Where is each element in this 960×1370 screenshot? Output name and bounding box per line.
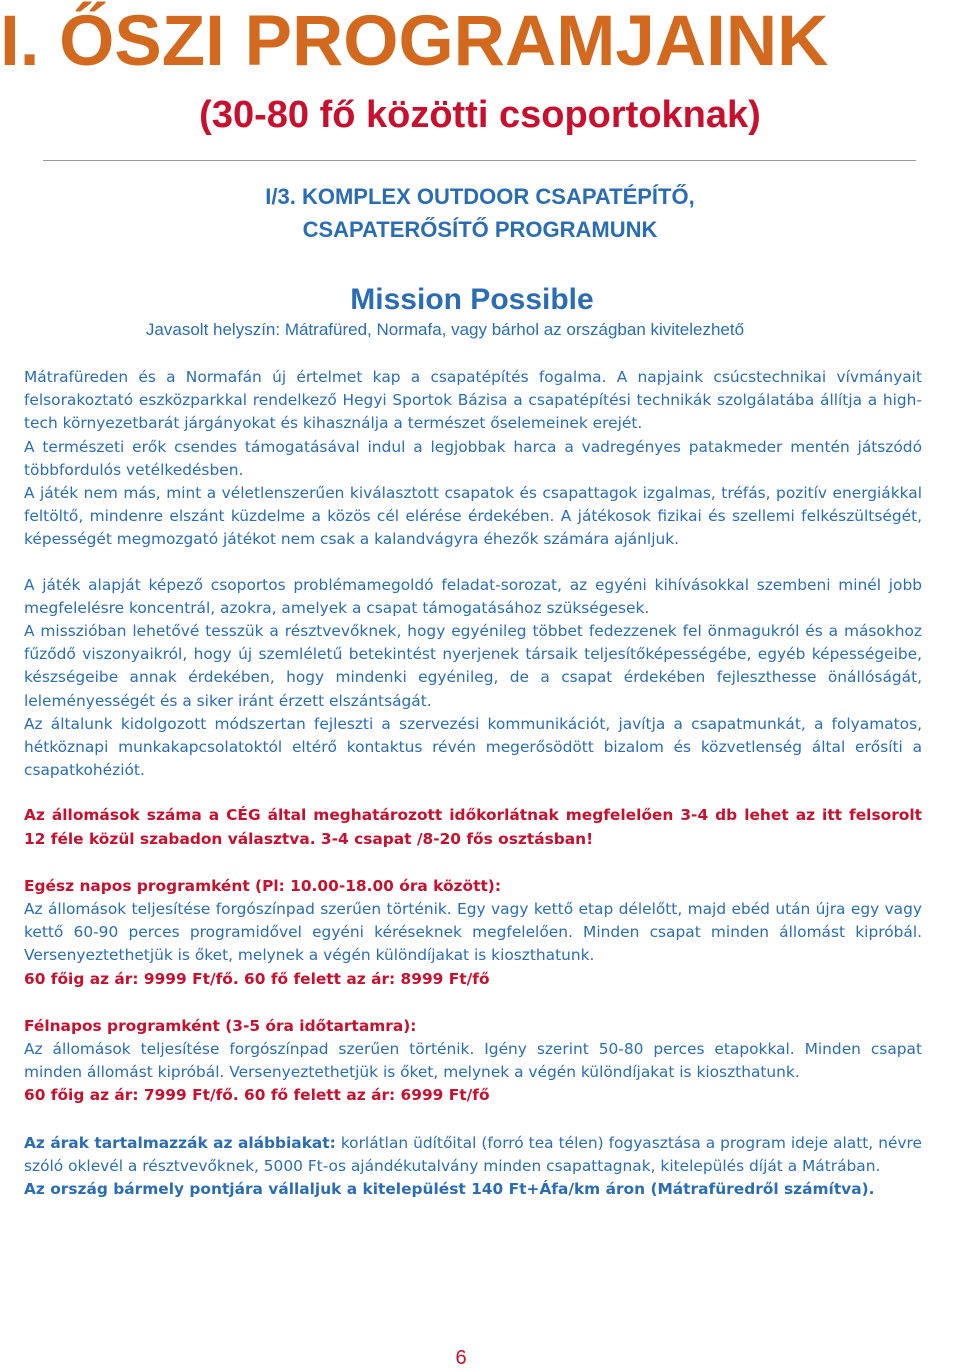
- section-title-line-1: I/3. KOMPLEX OUTDOOR CSAPATÉPÍTŐ,: [265, 184, 695, 209]
- page-title: I. ŐSZI PROGRAMJAINK: [0, 2, 829, 81]
- section-title: [0, 180, 960, 246]
- paragraph-method: Az általunk kidolgozott módszertan fejleszti a szervezési kommunikációt, javítja a csapatmunkát, a folyamatos, hétköznapi munkakapcsolatoktól eltérő kontaktus révén megerősödött bizalom és közvetlenség által erősíti a csapatkohéziót.: [24, 714, 922, 780]
- full-day-price: 60 főig az ár: 9999 Ft/fő. 60 fő felett az ár: 8999 Ft/fő: [24, 969, 490, 988]
- stations-notice: Az állomások száma a CÉG által meghatározott időkorlátnak megfelelően 3-4 db lehet az itt felsorolt 12 féle közül szabadon választva. 3-4 csapat /8-20 fős osztásban!: [24, 806, 922, 848]
- includes-label: Az árak tartalmazzák az alábbiakat:: [24, 1133, 336, 1152]
- divider: [43, 160, 916, 161]
- paragraph-intro: Mátrafüreden és a Normafán új értelmet kap a csapatépítés fogalma. A napjaink csúcstechnikai vívmányait felsorakoztató eszközparkkal rendelkező Hegyi Sportok Bázisa a csapatépítési technikák szolgálatába állítja a high-tech környezetbarát járgányokat és kihasználja a természet őselemeinek erejét.: [24, 368, 922, 433]
- paragraph-mission: A misszióban lehetővé tesszük a résztvevőknek, hogy egyénileg többet fedezzenek fel önmagukról és a másokhoz fűződő viszonyaikról, hogy új szemléletű betekintést nyerjenek társaik teljesítőképességébe, egyéb képességeibe, készségeibe annak érdekében, hogy mindenki egyénileg, de a csapat érdekében fejleszthesse önállóságát, leleményességét és a siker iránt érzett elszántságát.: [24, 622, 922, 710]
- paragraph-game: A játék nem más, mint a véletlenszerűen kiválasztott csapatok és csapattagok izgalmas, tréfás, pozitív energiákkal feltöltő, mindenre elszánt küzdelme a közös cél elérése érdekében. A játékosok fizikai és szellemi felkészültségét, képességét megmozgató játékot nem csak a kalandvágyra éhezők számára ajánljuk.: [24, 484, 922, 549]
- travel-notice: Az ország bármely pontjára vállaljuk a kitelepülést 140 Ft+Áfa/km áron (Mátrafüredről számítva).: [24, 1180, 875, 1199]
- includes-paragraph: [24, 1132, 922, 1178]
- full-day-text: Az állomások teljesítése forgószínpad szerűen történik. Egy vagy kettő etap délelőtt, majd ebéd után újra egy vagy kettő 60-90 perces programidővel egyéni kéréseknek megfelelően. Minden csapat minden állomást kipróbál. Versenyeztethetjük is őket, melynek a végén különdíjakat is kioszthatunk.: [24, 900, 922, 965]
- half-day-heading: Félnapos programként (3-5 óra időtartamra):: [24, 1016, 417, 1035]
- includes-text: korlátlan üdítőital (forró tea télen) fogyasztása a program ideje alatt, névre szóló oklevél a résztvevőknek, 5000 Ft-os ajándékutalvány minden csapattagnak, kitelepülés díját a Mátrában.: [24, 1133, 922, 1175]
- venue-line: Javasolt helyszín: Mátrafüred, Normafa, vagy bárhol az országban kivitelezhető: [145, 320, 745, 339]
- program-name: Mission Possible: [350, 283, 594, 316]
- paragraph-nature: A természeti erők csendes támogatásával indul a legjobbak harca a vadregényes patakmeder mentén játszódó többfordulós vetélkedésben.: [24, 437, 922, 479]
- section-title-line-2: CSAPATERŐSÍTŐ PROGRAMUNK: [302, 217, 658, 242]
- half-day-price: 60 főig az ár: 7999 Ft/fő. 60 fő felett az ár: 6999 Ft/fő: [24, 1086, 490, 1105]
- half-day-text: Az állomások teljesítése forgószínpad szerűen történik. Igény szerint 50-80 perces etapokkal. Minden csapat minden állomást kipróbál. Versenyeztethetjük is őket, melynek a végén különdíjakat is kioszthatunk.: [24, 1040, 922, 1082]
- body-text: [24, 366, 922, 1201]
- page-subtitle: (30-80 fő közötti csoportoknak): [199, 94, 761, 136]
- page-number: 6: [455, 1347, 467, 1369]
- paragraph-tasks: A játék alapját képező csoportos problémamegoldó feladat-sorozat, az egyéni kihívásokkal szembeni minél jobb megfelelésre koncentrál, azokra, amelyek a csapat támogatásához szükségesek.: [24, 575, 922, 617]
- full-day-heading: Egész napos programként (Pl: 10.00-18.00 óra között):: [24, 876, 501, 895]
